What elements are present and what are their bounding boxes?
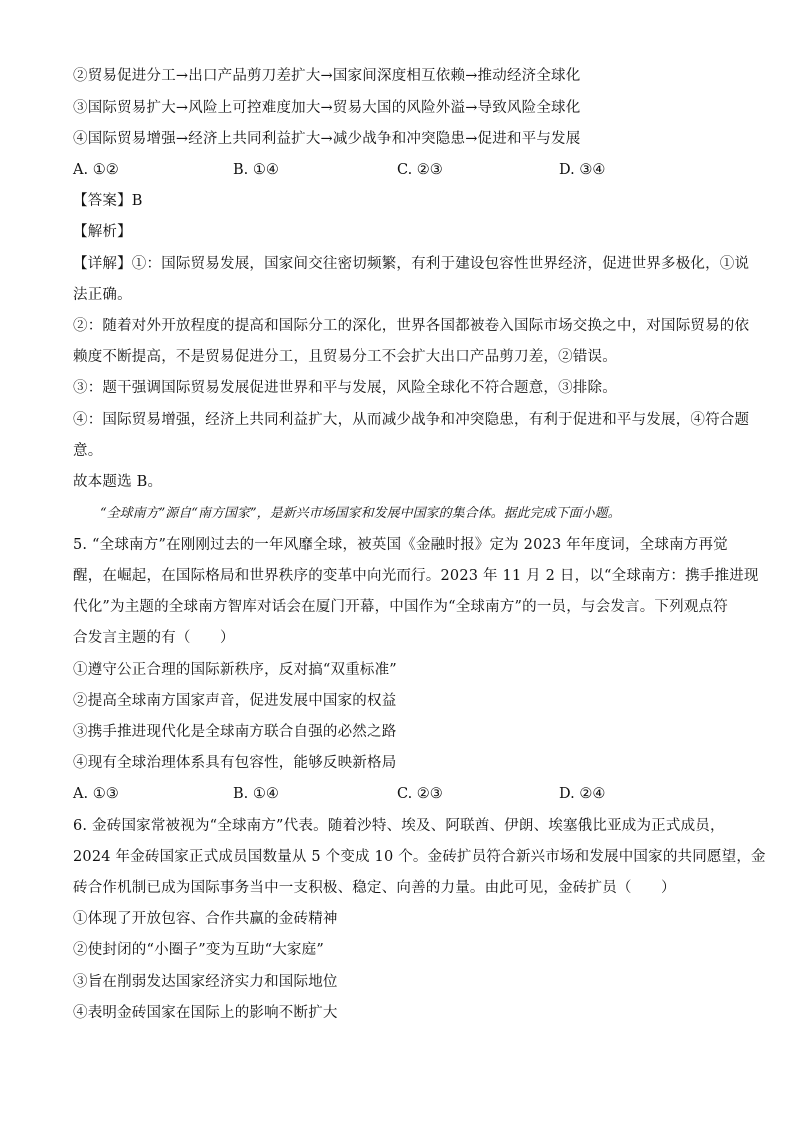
q4-choice-b: B. ①④ — [233, 162, 279, 178]
q6-stem-line-1: 6. 金砖国家常被视为“全球南方”代表。随着沙特、埃及、阿联酋、伊朗、埃塞俄比亚成为正式成员， — [73, 818, 725, 834]
material-note: “全球南方”源自“南方国家”，是新兴市场国家和发展中国家的集合体。据此完成下面小题。 — [100, 506, 621, 521]
q6-item-4: ④表明金砖国家在国际上的影响不断扩大 — [73, 1005, 338, 1021]
q5-choice-d: D. ②④ — [559, 786, 606, 802]
q4-option-item-4: ④国际贸易增强→经济上共同利益扩大→减少战争和冲突隐患→促进和平与发展 — [73, 131, 581, 147]
q5-item-4: ④现有全球治理体系具有包容性，能够反映新格局 — [73, 755, 397, 771]
q5-stem-line-1: 5. “全球南方”在刚刚过去的一年风靡全球，被英国《金融时报》定为 2023 年年度词，全球南方再觉 — [73, 537, 728, 553]
q6-item-3: ③旨在削弱发达国家经济实力和国际地位 — [73, 974, 338, 990]
q4-answer: 【答案】B — [73, 193, 143, 209]
q5-stem-line-3: 代化”为主题的全球南方智库对话会在厦门开幕，中国作为“全球南方”的一员，与会发言。下列观点符 — [73, 599, 728, 615]
q5-item-3: ③携手推进现代化是全球南方联合自强的必然之路 — [73, 724, 397, 740]
q6-stem-line-2: 2024 年金砖国家正式成员国数量从 5 个变成 10 个。金砖扩员符合新兴市场和发展中国家的共同愿望，金 — [73, 849, 766, 865]
q4-detail-item2-line-1: ②：随着对外开放程度的提高和国际分工的深化，世界各国都被卷入国际市场交换之中，对国际贸易的依 — [73, 318, 750, 334]
q4-choices — [73, 160, 723, 180]
q4-detail-line-2: 法正确。 — [73, 287, 132, 303]
q4-choice-d: D. ③④ — [559, 162, 606, 178]
q5-choice-a: A. ①③ — [73, 786, 119, 802]
q4-detail-item4-line-1: ④：国际贸易增强，经济上共同利益扩大，从而减少战争和冲突隐患，有利于促进和平与发展，④符合题 — [73, 412, 750, 428]
q5-stem-line-2: 醒，在崛起，在国际格局和世界秩序的变革中向光而行。2023 年 11 月 2 日，以“全球南方：携手推进现 — [73, 568, 759, 584]
q4-option-item-2: ②贸易促进分工→出口产品剪刀差扩大→国家间深度相互依赖→推动经济全球化 — [73, 68, 581, 84]
q4-conclusion: 故本题选 B。 — [73, 474, 163, 490]
q6-stem-line-3: 砖合作机制已成为国际事务当中一支积极、稳定、向善的力量。由此可见，金砖扩员（ ） — [73, 880, 676, 896]
q5-choice-c: C. ②③ — [397, 786, 443, 802]
q5-choices — [73, 784, 723, 804]
q4-detail-item4-line-2: 意。 — [73, 443, 103, 459]
q4-detail-item2-line-2: 赖度不断提高，不是贸易促进分工，且贸易分工不会扩大出口产品剪刀差，②错误。 — [73, 349, 617, 365]
q4-option-item-3: ③国际贸易扩大→风险上可控难度加大→贸易大国的风险外溢→导致风险全球化 — [73, 100, 581, 116]
q6-item-1: ①体现了开放包容、合作共赢的金砖精神 — [73, 911, 338, 927]
q5-item-2: ②提高全球南方国家声音，促进发展中国家的权益 — [73, 693, 397, 709]
q4-detail-item3: ③：题干强调国际贸易发展促进世界和平与发展，风险全球化不符合题意，③排除。 — [73, 380, 617, 396]
q4-analysis-heading: 【解析】 — [73, 224, 132, 240]
q4-detail-line-1: 【详解】①：国际贸易发展，国家间交往密切频繁，有利于建设包容性世界经济，促进世界多极化，①说 — [73, 256, 750, 272]
q5-item-1: ①遵守公正合理的国际新秩序，反对搞“双重标准” — [73, 662, 397, 678]
q4-choice-a: A. ①② — [73, 162, 119, 178]
q5-stem-line-4: 合发言主题的有（ ） — [73, 630, 235, 646]
q6-item-2: ②使封闭的“小圈子”变为互助“大家庭” — [73, 942, 324, 958]
q5-choice-b: B. ①④ — [233, 786, 279, 802]
q4-choice-c: C. ②③ — [397, 162, 443, 178]
